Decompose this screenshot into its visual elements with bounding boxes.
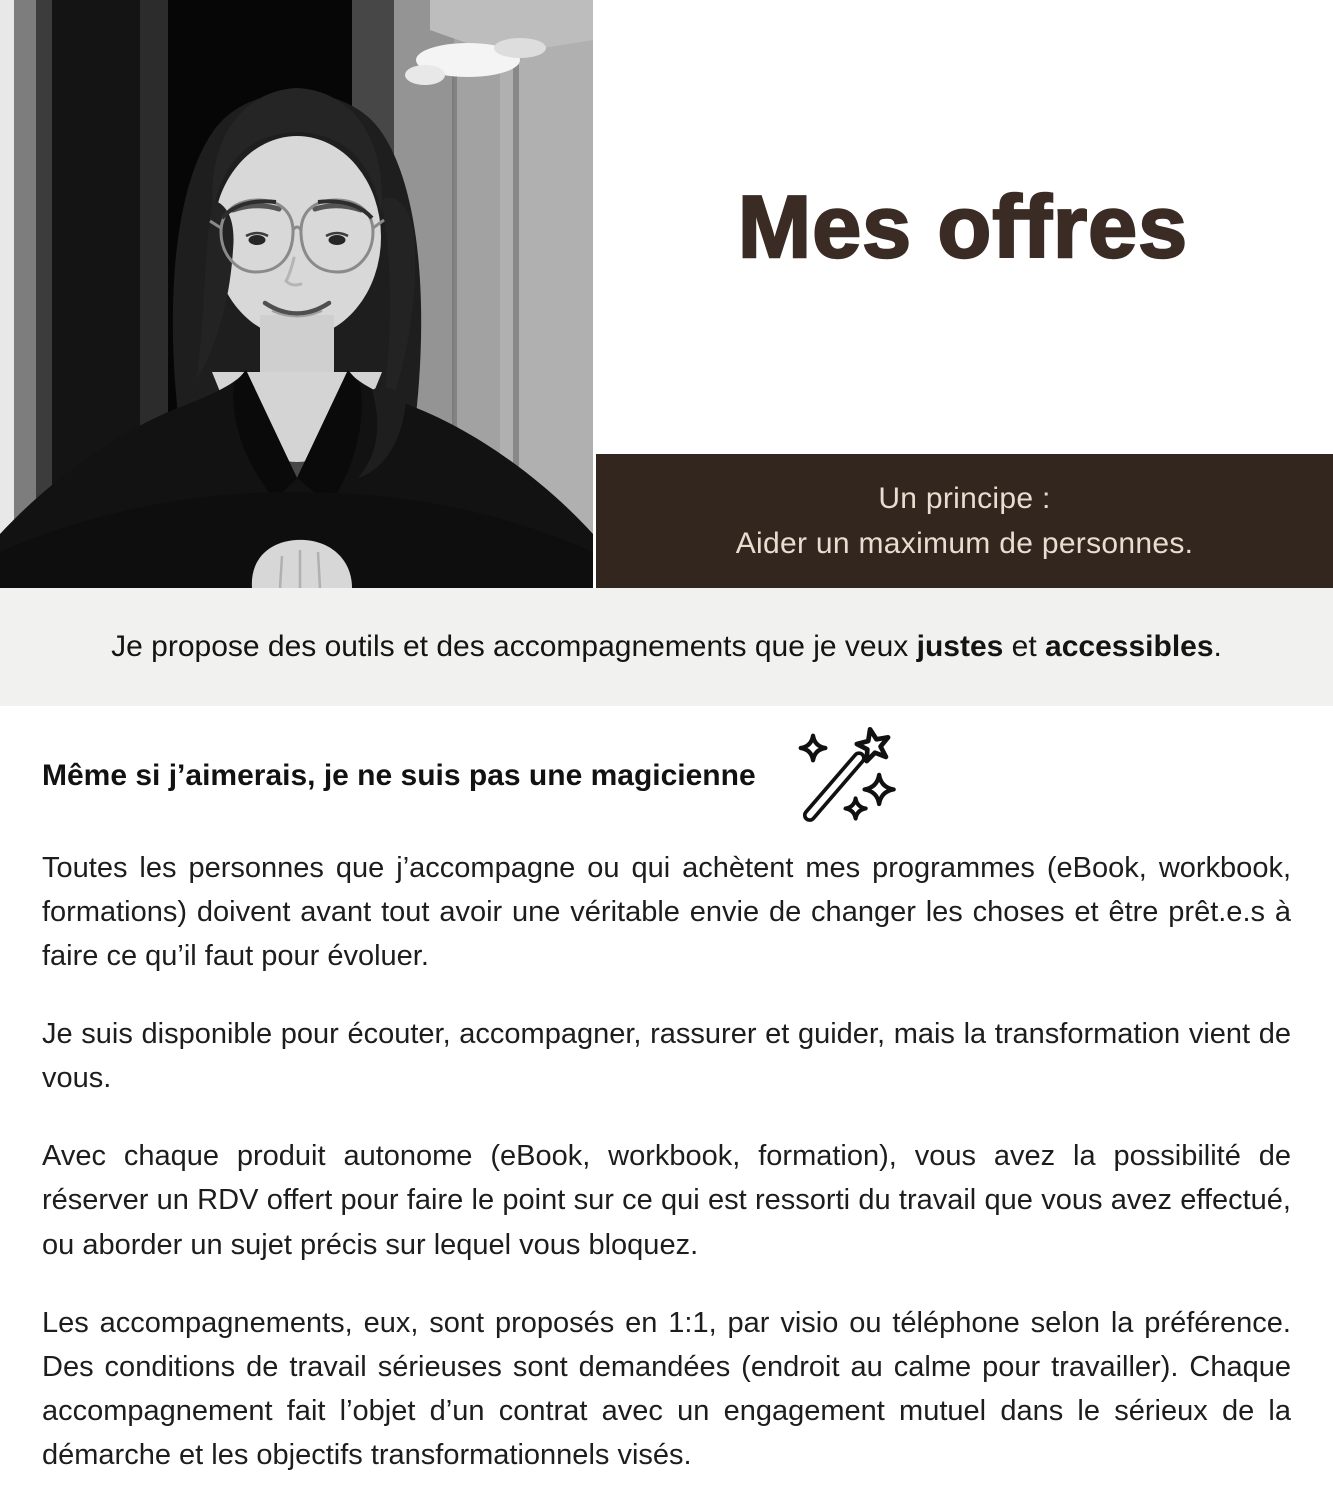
- portrait-photo: [0, 0, 593, 588]
- intro-sentence: [111, 630, 1222, 664]
- body-paragraph-2: Je suis disponible pour écouter, accompagner, rassurer et guider, mais la transformation vient de vous.: [42, 1018, 1291, 1095]
- body-paragraph-4: Les accompagnements, eux, sont proposés en 1:1, par visio ou téléphone selon la préférence. Des conditions de travail sérieuses sont demandées (endroit au calme pour travailler). Chaque accompagnement fait l’objet d’un contrat avec un engagement mutuel dans le sérieux de la démarche et les objectifs transformationnels visés.: [42, 1306, 1291, 1471]
- intro-text-mid: et: [1003, 630, 1046, 663]
- main-content: [0, 706, 1333, 1477]
- hero-section: [0, 0, 1333, 588]
- hero-right-column: [593, 0, 1333, 588]
- banner-line-2: Aider un maximum de personnes.: [735, 527, 1194, 560]
- intro-text-prefix: Je propose des outils et des accompagnements que je veux: [111, 630, 917, 663]
- intro-bar: [0, 588, 1333, 706]
- intro-text-suffix: .: [1213, 630, 1222, 663]
- page-title: Mes offres: [737, 177, 1189, 276]
- heading-row: [42, 720, 1291, 832]
- section-heading: Même si j’aimerais, je ne suis pas une magicienne: [42, 759, 756, 792]
- body-paragraph-1: Toutes les personnes que j’accompagne ou qui achètent mes programmes (eBook, workbook, formations) doivent avant tout avoir une véritable envie de changer les choses et être prêt.e.s à faire ce qu’il faut pour évoluer.: [42, 852, 1291, 973]
- intro-bold-accessibles: accessibles: [1045, 630, 1214, 663]
- banner-line-1: Un principe :: [878, 482, 1051, 515]
- intro-bold-justes: justes: [916, 630, 1004, 663]
- principle-banner: [596, 454, 1333, 588]
- body-paragraph-3: Avec chaque produit autonome (eBook, workbook, formation), vous avez la possibilité de réserver un RDV offert pour faire le point sur ce qui est ressorti du travail que vous avez effectué, ou aborder un sujet précis sur lequel vous bloquez.: [42, 1140, 1291, 1261]
- magic-wand-icon: [794, 720, 906, 832]
- title-area: [593, 0, 1333, 454]
